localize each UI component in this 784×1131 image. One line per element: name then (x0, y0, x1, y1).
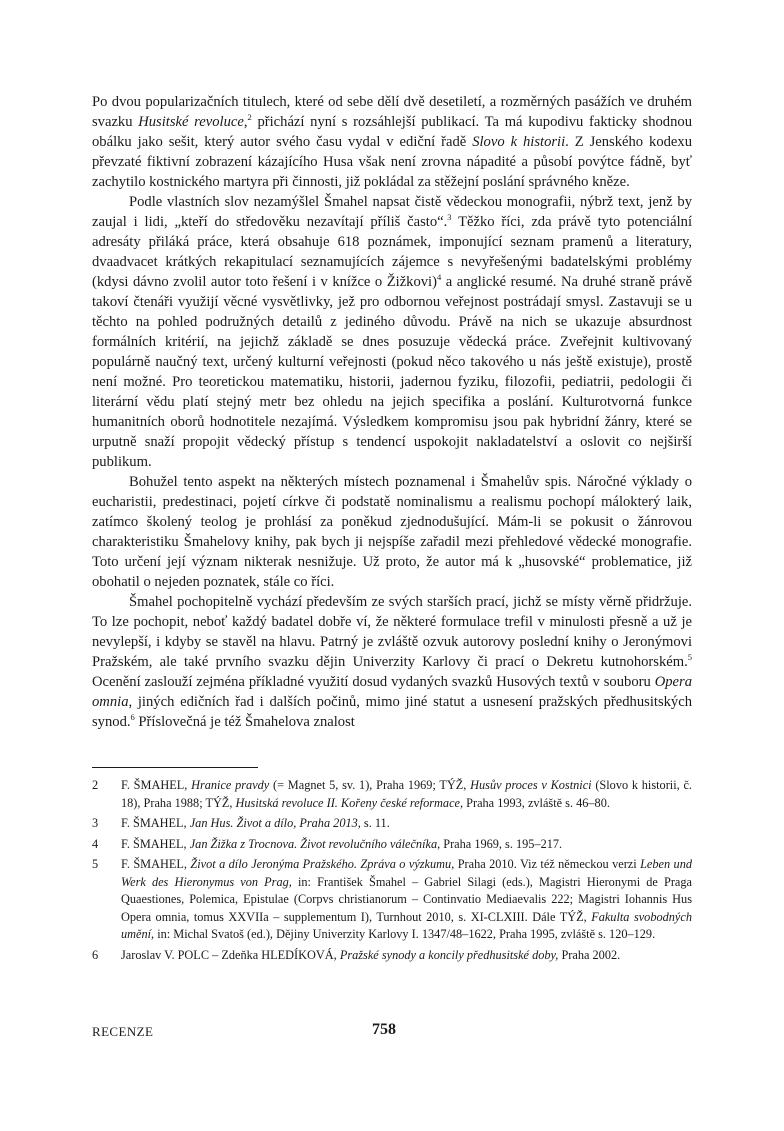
text-run: Praha 1993, zvláště s. 46–80. (463, 795, 610, 810)
italic-text: Slovo k historii (472, 134, 566, 150)
footnote-number: 4 (92, 836, 99, 851)
text-run: Těžko říci, zda právě tyto potenciální adresáty přiláká práce, která obsahuje 618 poznámek, imponující seznam pramenů a literatury, dvaadvacet krátkých rekapitulací seznamujících zájemce s nevyřešenými badatelskými problémy (kdysi dávno zvolil autor toto řešení i v knížce o Žižkovi) (92, 214, 692, 290)
text-run: Praha 2002. (558, 947, 621, 962)
footnote (92, 947, 692, 965)
text-run: , jiných edičních řad i dalších počinů, mimo jiné statut a usnesení pražských předhusitských synod. (92, 694, 692, 730)
italic-text: Husitská revoluce II. Kořeny české reformace, (235, 795, 464, 810)
footnote (92, 856, 692, 944)
italic-text: Jan Hus. Život a dílo, Praha 2013, (189, 816, 361, 830)
italic-text: Pražské synody a koncily předhusitské doby, (339, 947, 559, 962)
footnote-ref: 2 (247, 112, 252, 123)
italic-text: Opera omnia (92, 674, 692, 710)
italic-text: Život a dílo Jeronýma Pražského. Zpráva o výzkumu, (190, 857, 455, 871)
footnote (92, 815, 692, 833)
italic-text: Husitské revoluce (138, 114, 244, 130)
text-run: Příslovečná je též Šmahelova znalost (134, 714, 355, 730)
text-run: Praha 2010. Viz též německou verzi (454, 857, 641, 871)
text-run: F. ŠMAHEL, (121, 836, 190, 851)
text-run: F. ŠMAHEL, (121, 816, 190, 830)
footnote-ref: 6 (130, 712, 135, 723)
footnote-ref: 4 (436, 272, 442, 283)
footnote-ref: 5 (687, 652, 692, 663)
paragraph (92, 92, 692, 192)
text-run: (Slovo k historii, č. 18), Praha 1988; TÝŽ, (121, 778, 692, 810)
text-run: in: Michal Svatoš (ed.), Dějiny Univerzity Karlovy I. 1347/48–1622, Praha 1995, zvláště s. 120–129. (154, 927, 656, 941)
text-run: s. 11. (360, 816, 390, 830)
text-run: a anglické resumé. Na druhé straně právě takoví čtenáři využijí věcné vysvětlivky, jež pro odbornou veřejnost postrádají smysl. Zastavuji se u těchto na pohled podružných detailů z jediného důvodu. Právě na nich se ukazuje absurdnost formálních kritérií, na jejichž základě se dnes posuzuje vědecká práce. Zveřejnit kultivovaný populárně naučný text, určený kulturní veřejnosti (pokud něco takového u nás ještě existuje), prostě není možné. Pro teoretickou matematiku, historii, jadernou fyziku, filozofii, pediatrii, pedologii či literární vědu platí stejný metr bez ohledu na jejich specifika a poslání. Kulturotvorná funkce humanitních oborů hodnotitele nezajímá. Výsledkem kompromisu jsou pak hybridní žánry, které se urputně snaží propojit vědecký přístup s tendencí uspokojit nakladatelství a oslovit co nejširší publikum. (92, 274, 692, 470)
section-label: RECENZE (92, 1024, 154, 1039)
footnote-separator (92, 767, 258, 768)
italic-text: Fakulta svobodných umění, (121, 909, 692, 941)
footnotes (92, 777, 692, 967)
italic-text: Leben und Werk des Hieronymus von Prag, (121, 857, 693, 889)
text-run: Šmahel pochopitelně vychází především ze svých starších prací, jichž se místy věrně přidržuje. To lze pochopit, neboť každý badatel dobře ví, že některé formulace trefil v minulosti přesně a už je nevylepší, i kdyby se stavěl na hlavu. Patrný je zvláště ozvuk autorovy poslední knihy o Jeronýmovi Pražském, ale také prvního svazku dějin Univerzity Karlovy či prací o Dekretu kutnohorském. (92, 594, 692, 670)
footnote (92, 777, 692, 812)
paragraph (92, 192, 692, 472)
text-run: Jaroslav V. POLC – Zdeňka HLEDÍKOVÁ, (121, 947, 340, 962)
text-run: Praha 1969, s. 195–217. (440, 836, 563, 851)
text-run: in: František Šmahel – Gabriel Silagi (eds.), Magistri Hieronymi de Praga Quaestiones, Polemica, Epistulae (Corpvs christianorum – Continvatio Mediaevalis 222; Magistri Iohannis Hus Opera omnia, tomus XXVIIa – supplementum I), Turnhout 2010, s. XI-CLXIII. Dále TÝŽ, (121, 874, 692, 924)
footnote-number: 5 (92, 857, 99, 871)
italic-text: Jan Žižka z Trocnova. Život revolučního válečníka, (189, 836, 441, 851)
text-run: Ocenění zaslouží zejména příkladné využití dosud vydaných svazků Husových textů v souboru (92, 674, 655, 690)
text-run: . Z Jenského kodexu převzaté fiktivní zobrazení kázajícího Husa však není zrovna nápadité a působí povýtce fádně, byť zachytilo kostnického martyra při činnosti, již pokládal za stěžejní poslání správného kněze. (92, 134, 692, 190)
text-run: , (243, 114, 248, 130)
footnote-number: 6 (92, 947, 99, 962)
footnote-number: 3 (92, 816, 99, 830)
footnote (92, 836, 692, 854)
body-text (92, 92, 692, 732)
text-run: (= Magnet 5, sv. 1), Praha 1969; TÝŽ, (269, 778, 471, 792)
text-run: přichází nyní s rozsáhlejší publikací. Ta má kupodivu fakticky shodnou obálku jako sešit, který autor svého času vydal v ediční řadě (92, 114, 692, 150)
text-run: Po dvou popularizačních titulech, které od sebe dělí dvě desetiletí, a rozměrných pasážích ve druhém svazku (92, 94, 692, 130)
footnote-number: 2 (92, 778, 99, 792)
paragraph (92, 472, 692, 592)
text-run: F. ŠMAHEL, (121, 778, 192, 792)
text-run: F. ŠMAHEL, (121, 857, 191, 871)
footnote-ref: 3 (447, 212, 452, 223)
page-number: 758 (372, 1021, 396, 1038)
text-run: Bohužel tento aspekt na některých místech poznamenal i Šmahelův spis. Náročné výklady o eucharistii, predestinaci, pojetí církve či podstatě nominalismu a realismu pochopí málokterý laik, zatímco školený teolog je prohlásí za poněkud zjednodušující. Mám-li se pokusit o žánrovou charakteristiku Šmahelovy knihy, pak bych ji nejspíše zařadil mezi přehledové vědecké monografie. Toto určení její význam nikterak nesnižuje. Už proto, že autor má k „husovské“ problematice, již obohatil o nejeden poznatek, stále co říci. (92, 474, 692, 590)
italic-text: Hranice pravdy (191, 778, 270, 792)
text-run: Podle vlastních slov nezamýšlel Šmahel napsat čistě vědeckou monografii, nýbrž text, jenž by zaujal i lidi, „kteří do středověku nezavítají příliš často“. (92, 194, 692, 230)
italic-text: Husův proces v Kostnici (470, 778, 592, 792)
paragraph (92, 592, 692, 732)
